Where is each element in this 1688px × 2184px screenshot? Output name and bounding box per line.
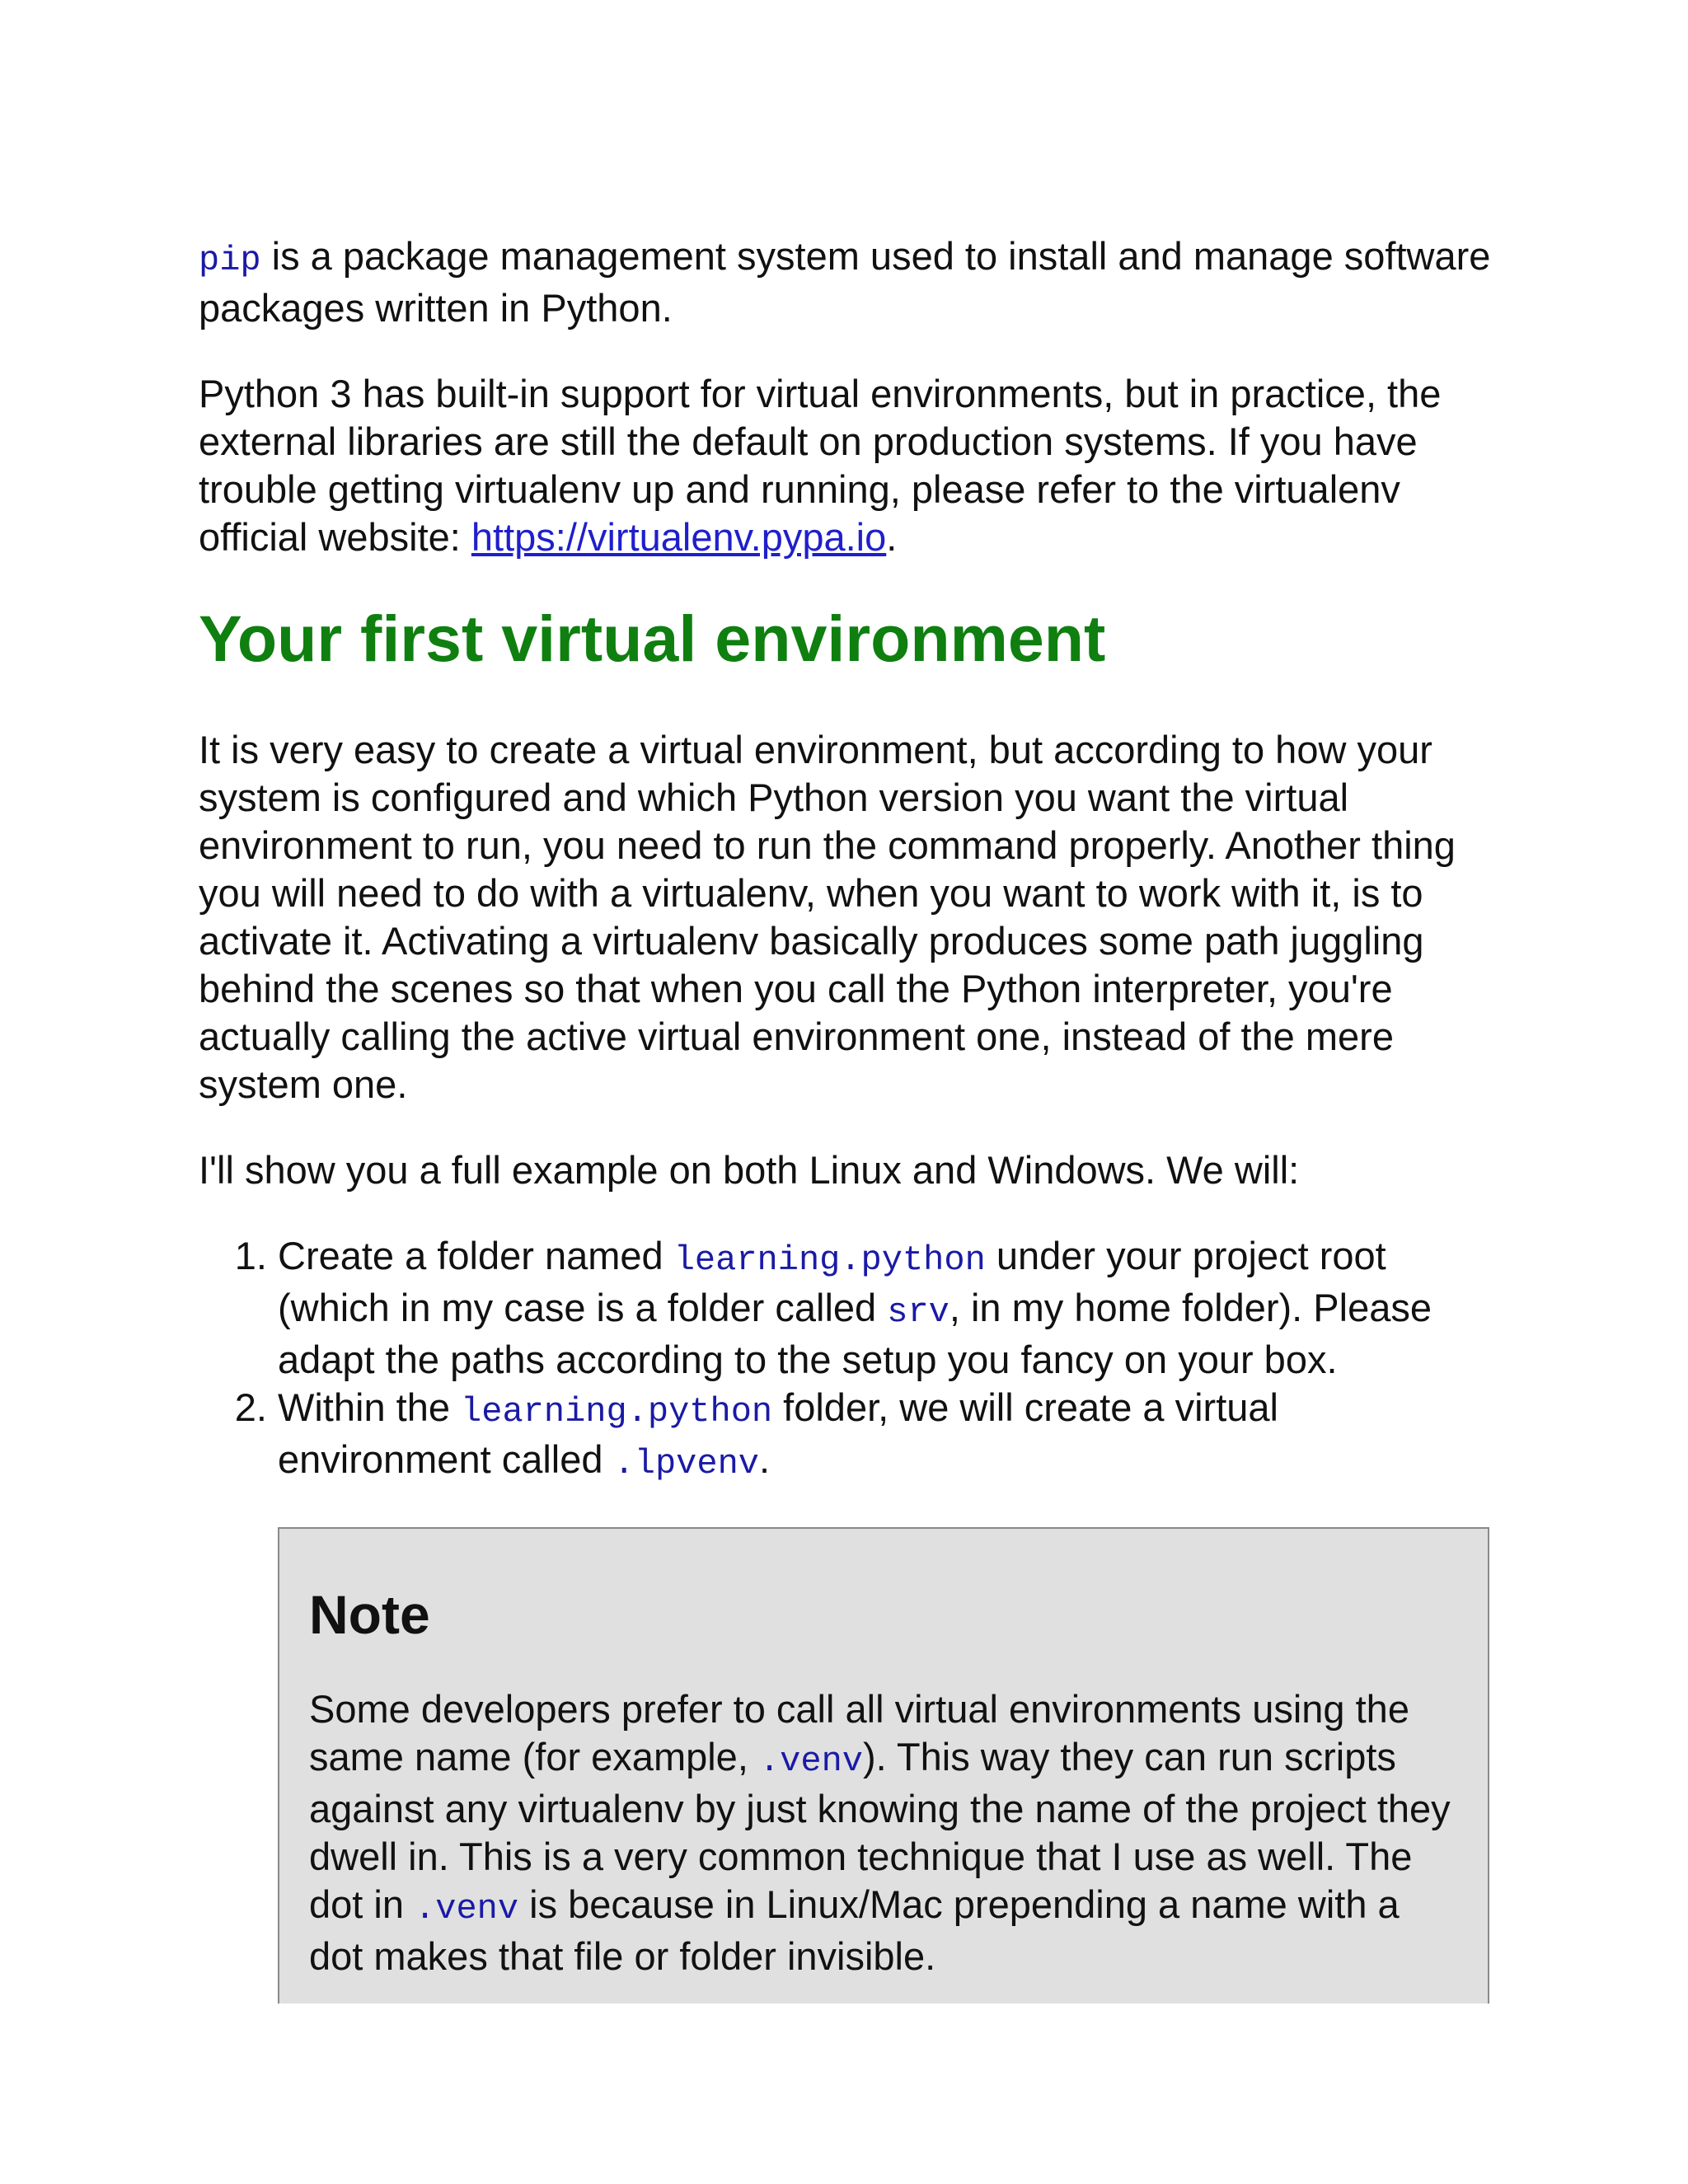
lpvenv-code: .lpvenv [613,1444,759,1483]
folder-code: learning.python [461,1392,773,1432]
note-text-part: ). This way they can run scripts against any virtualenv by just knowing the name of the project they dwell in. This is a very common technique that I use as well. The dot in [309,1735,1451,1926]
venv-code: .venv [758,1741,863,1781]
step-text: Within the [278,1385,462,1429]
steps-list [199,1232,1493,1488]
step-text: Create a folder named [278,1234,674,1277]
link-suffix: . [886,515,898,559]
list-item [278,1384,1493,1488]
pip-paragraph [199,232,1493,332]
folder-code: learning.python [673,1240,986,1280]
note-title: Note [309,1584,430,1645]
step-text: . [759,1437,771,1481]
section-paragraph-1: It is very easy to create a virtual environment, but according to how your system is configured and which Python version you want the virtual environment to run, you need to run the command properly. Another thing you will need to do with a virtualenv, when you want to work with it, is to activate it. Activating a virtualenv basically produces some path juggling behind the scenes so that when you call the Python interpreter, you're actually calling the active virtual environment one, instead of the mere system one. [199,728,1456,1106]
python3-paragraph [199,370,1493,561]
note-text [309,1685,1458,1980]
document-page [199,232,1493,2004]
venv-code: .venv [415,1889,519,1929]
pip-text: is a package management system used to install and manage software packages written in Python. [199,234,1491,330]
step-text: folder, we will create a virtual environment called [278,1385,1278,1481]
virtualenv-link[interactable]: https://virtualenv.pypa.io [471,515,887,559]
section-paragraph-2: I'll show you a full example on both Linux and Windows. We will: [199,1148,1300,1192]
note-text-part: is because in Linux/Mac prepending a name with a dot makes that file or folder invisible. [309,1882,1400,1978]
srv-code: srv [887,1292,950,1332]
note-box [278,1527,1489,2004]
note-text-part: Some developers prefer to call all virtual environments using the same name (for example, [309,1687,1409,1779]
python3-text: Python 3 has built-in support for virtual environments, but in practice, the external libraries are still the default on production systems. If you have trouble getting virtualenv up and running, please refer to the virtualenv official website: [199,372,1442,559]
list-item [278,1232,1493,1384]
pip-code: pip [199,241,261,280]
step-text: under your project root (which in my case is a folder called [278,1234,1386,1329]
step-text: , in my home folder). Please adapt the paths according to the setup you fancy on your box. [278,1286,1432,1381]
section-heading: Your first virtual environment [199,602,1106,675]
